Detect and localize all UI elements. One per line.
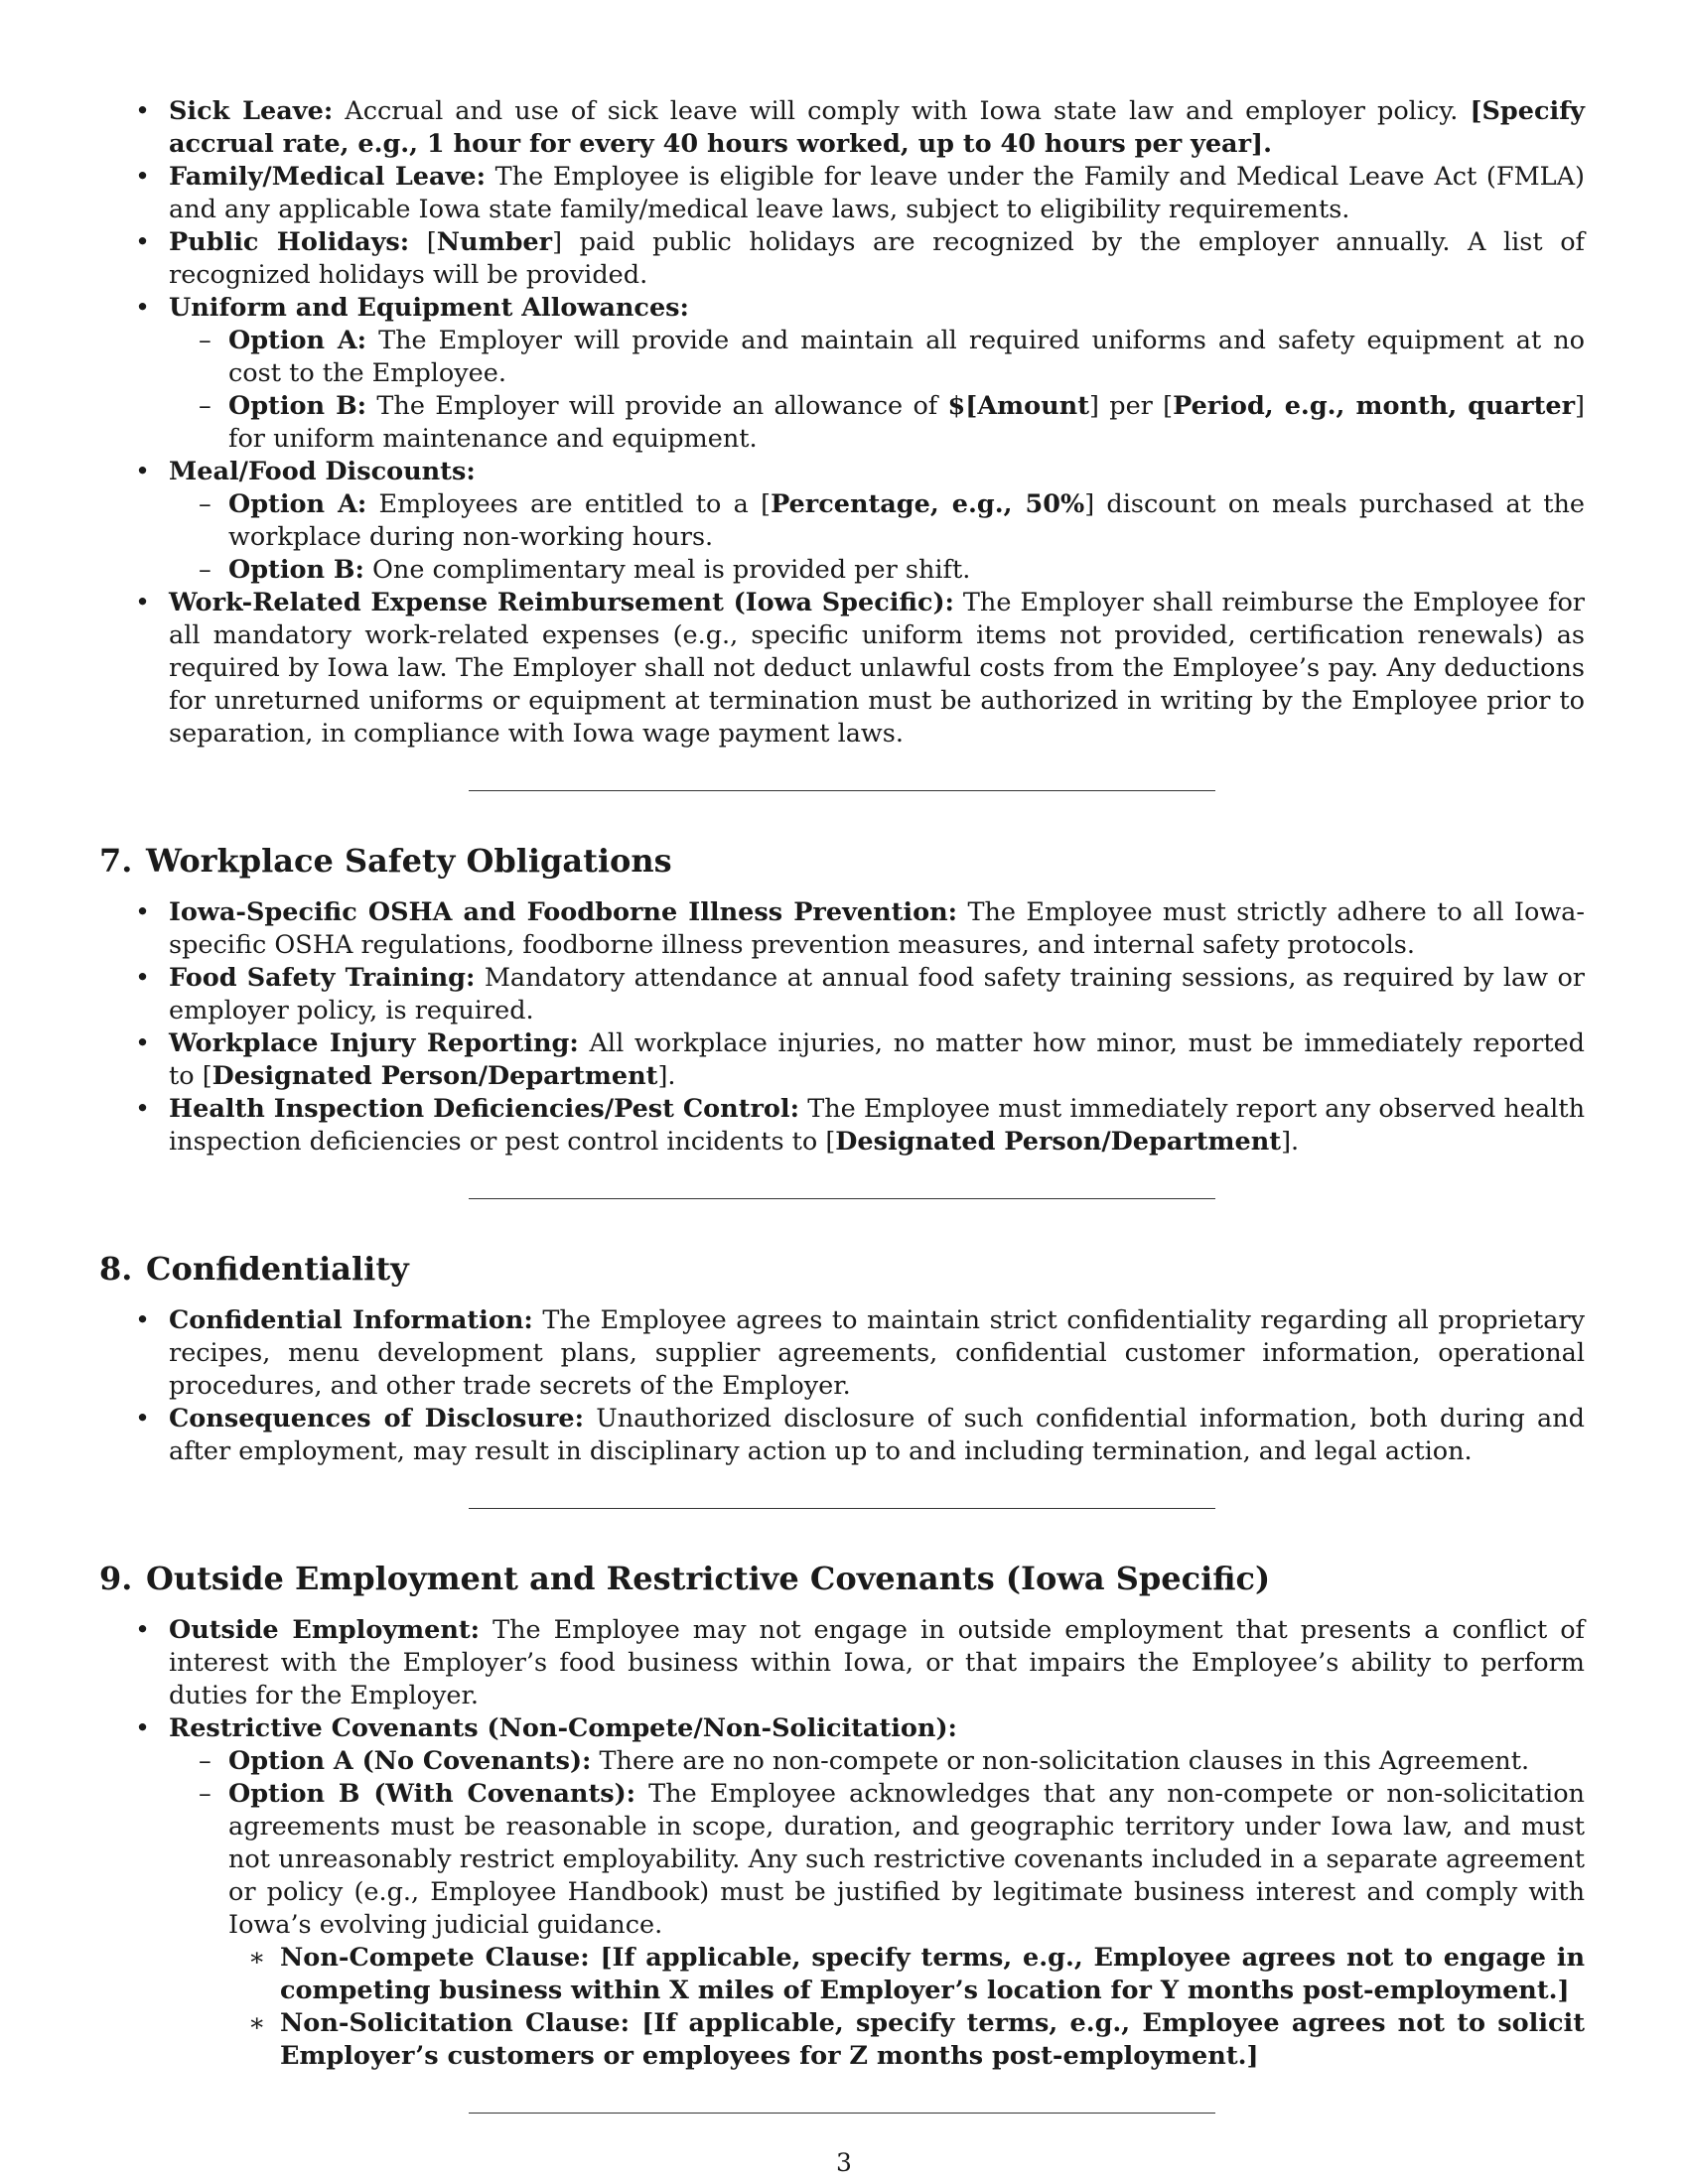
list-item-family-leave: [99, 161, 1585, 226]
meal-option-a-post: ] discount on meals purchased at the workplace during non-working hours.: [228, 489, 1585, 552]
non-solicitation-text: Non-Solicitation Clause: [If applicable, specify terms, e.g., Employee agrees not to solicit Employer’s customers or employees for Z months post-employment.]: [280, 2008, 1585, 2071]
holidays-placeholder: Number: [436, 227, 553, 257]
list-item-outside-employment: [99, 1614, 1585, 1712]
inspection-label: Health Inspection Deficiencies/Pest Control:: [169, 1094, 800, 1124]
document-page: [99, 95, 1585, 2163]
info-text: The Employee agrees to maintain strict confidentiality regarding all proprietary recipes, menu development plans, supplier agreements, confidential customer information, operational procedures, and other trade secrets of the Employer.: [169, 1305, 1585, 1401]
osha-text: The Employee must strictly adhere to all Iowa-specific OSHA regulations, foodborne illness prevention measures, and internal safety protocols.: [169, 897, 1585, 960]
expense-text: The Employer shall reimburse the Employee for all mandatory work-related expenses (e.g., specific uniform items not provided, certification renewals) as required by Iowa law. The Employer shall not deduct unlawful costs from the Employee’s pay. Any deductions for unreturned uniforms or equipment at termination must be authorized in writing by the Employee prior to separation, in compliance with Iowa wage payment laws.: [169, 588, 1585, 749]
covenant-option-a-label: Option A (No Covenants):: [228, 1746, 592, 1776]
section-divider: [469, 1508, 1215, 1509]
disclosure-label: Consequences of Disclosure:: [169, 1404, 584, 1433]
holidays-text: ] paid public holidays are recognized by the employer annually. A list of recognized holidays will be provided.: [169, 227, 1585, 290]
benefits-list: [99, 95, 1585, 751]
sick-leave-bracket-open: [: [1470, 96, 1482, 126]
uniform-amount-placeholder: $[Amount: [947, 391, 1089, 421]
uniform-period-placeholder: Period, e.g., month, quarter: [1173, 391, 1576, 421]
list-item-disclosure: [99, 1403, 1585, 1468]
outside-employment-list: [99, 1614, 1585, 2073]
covenant-option-a-text: There are no non-compete or non-solicitation clauses in this Agreement.: [591, 1746, 1530, 1776]
inspection-post: ].: [1281, 1127, 1300, 1157]
inspection-pre: The Employee must immediately report any observed health inspection deficiencies or pest control incidents to [: [169, 1094, 1585, 1157]
sick-leave-bracket-close: ].: [1251, 129, 1272, 159]
section-number: 9.: [99, 1560, 133, 1597]
meal-option-b-text: One complimentary meal is provided per shift.: [363, 555, 971, 585]
uniform-option-b-pre: The Employer will provide an allowance of: [366, 391, 948, 421]
section-title: Workplace Safety Obligations: [146, 842, 672, 880]
section-title: Outside Employment and Restrictive Covenants (Iowa Specific): [146, 1560, 1271, 1597]
list-item-osha: [99, 896, 1585, 962]
covenant-clauses: [228, 1942, 1585, 2073]
covenant-option-a: [169, 1745, 1585, 1778]
covenants-label: Restrictive Covenants (Non-Compete/Non-Solicitation):: [169, 1713, 957, 1743]
disclosure-text: Unauthorized disclosure of such confidential information, both during and after employment, may result in disciplinary action up to and including termination, and legal action.: [169, 1404, 1585, 1466]
covenant-options: [169, 1745, 1585, 2073]
list-item-meal: [99, 456, 1585, 587]
injury-placeholder: Designated Person/Department: [211, 1061, 658, 1091]
list-item-sick-leave: [99, 95, 1585, 161]
family-leave-text: The Employee is eligible for leave under the Family and Medical Leave Act (FMLA) and any applicable Iowa state family/medical leave laws, subject to eligibility requirements.: [169, 162, 1585, 224]
uniform-label: Uniform and Equipment Allowances:: [169, 293, 689, 323]
family-leave-label: Family/Medical Leave:: [169, 162, 486, 192]
osha-label: Iowa-Specific OSHA and Foodborne Illness Prevention:: [169, 897, 958, 927]
uniform-option-b-label: Option B:: [228, 391, 367, 421]
confidentiality-list: [99, 1304, 1585, 1468]
uniform-option-a: [169, 325, 1585, 390]
list-item-uniform: [99, 292, 1585, 456]
uniform-option-a-label: Option A:: [228, 326, 367, 355]
list-item-inspection: [99, 1093, 1585, 1159]
section-heading-7: [99, 841, 1585, 881]
training-text: Mandatory attendance at annual food safety training sessions, as required by law or employer policy, is required.: [169, 963, 1585, 1025]
non-compete-text: Non-Compete Clause: [If applicable, specify terms, e.g., Employee agrees not to engage in competing business within X miles of Employer’s location for Y months post-employment.]: [280, 1943, 1585, 2005]
meal-option-b: [169, 554, 1585, 587]
meal-option-a: [169, 488, 1585, 554]
meal-options: [169, 488, 1585, 587]
list-item-injury: [99, 1027, 1585, 1093]
sick-leave-placeholder: Specify accrual rate, e.g., 1 hour for every 40 hours worked, up to 40 hours per year: [169, 96, 1585, 159]
section-number: 8.: [99, 1250, 133, 1288]
section-divider: [469, 790, 1215, 791]
covenant-option-b-text: The Employee acknowledges that any non-compete or non-solicitation agreements must be reasonable in scope, duration, and geographic territory under Iowa law, and must not unreasonably restrict employability. Any such restrictive covenants included in a separate agreement or policy (e.g., Employee Handbook) must be justified by legitimate business interest and comply with Iowa’s evolving judicial guidance.: [228, 1779, 1585, 1940]
uniform-option-b-mid: ] per [: [1089, 391, 1174, 421]
list-item-training: [99, 962, 1585, 1027]
section-heading-8: [99, 1249, 1585, 1289]
meal-label: Meal/Food Discounts:: [169, 457, 476, 486]
injury-post: ].: [657, 1061, 676, 1091]
safety-list: [99, 896, 1585, 1159]
section-title: Confidentiality: [146, 1250, 409, 1288]
info-label: Confidential Information:: [169, 1305, 533, 1335]
list-item-restrictive-covenants: [99, 1712, 1585, 2073]
meal-percentage-placeholder: Percentage, e.g., 50%: [771, 489, 1085, 519]
sick-leave-label: Sick Leave:: [169, 96, 334, 126]
holidays-label: Public Holidays:: [169, 227, 410, 257]
meal-option-a-label: Option A:: [228, 489, 367, 519]
meal-option-a-pre: Employees are entitled to a [: [366, 489, 772, 519]
uniform-options: [169, 325, 1585, 456]
holidays-pre: [: [409, 227, 437, 257]
list-item-public-holidays: [99, 226, 1585, 292]
page-number: 3: [836, 2148, 852, 2177]
non-solicitation-clause: [228, 2007, 1585, 2073]
list-item-confidential-info: [99, 1304, 1585, 1403]
injury-label: Workplace Injury Reporting:: [169, 1028, 579, 1058]
outside-label: Outside Employment:: [169, 1615, 481, 1645]
covenant-option-b: [169, 1778, 1585, 2073]
meal-option-b-label: Option B:: [228, 555, 364, 585]
non-compete-clause: [228, 1942, 1585, 2007]
outside-text: The Employee may not engage in outside employment that presents a conflict of interest with the Employer’s food business within Iowa, or that impairs the Employee’s ability to perform duties for the Employer.: [169, 1615, 1585, 1710]
expense-label: Work-Related Expense Reimbursement (Iowa Specific):: [169, 588, 954, 617]
covenant-option-b-label: Option B (With Covenants):: [228, 1779, 636, 1809]
section-divider: [469, 2113, 1215, 2114]
section-divider: [469, 1198, 1215, 1199]
sick-leave-text: Accrual and use of sick leave will comply with Iowa state law and employer policy.: [333, 96, 1471, 126]
uniform-option-a-text: The Employer will provide and maintain all required uniforms and safety equipment at no cost to the Employee.: [228, 326, 1586, 388]
section-heading-9: [99, 1559, 1585, 1598]
injury-pre: All workplace injuries, no matter how minor, must be immediately reported to [: [169, 1028, 1585, 1091]
inspection-placeholder: Designated Person/Department: [835, 1127, 1282, 1157]
uniform-option-b: [169, 390, 1585, 456]
list-item-expense: [99, 587, 1585, 751]
training-label: Food Safety Training:: [169, 963, 476, 993]
uniform-option-b-post: ] for uniform maintenance and equipment.: [228, 391, 1585, 454]
section-number: 7.: [99, 842, 133, 880]
